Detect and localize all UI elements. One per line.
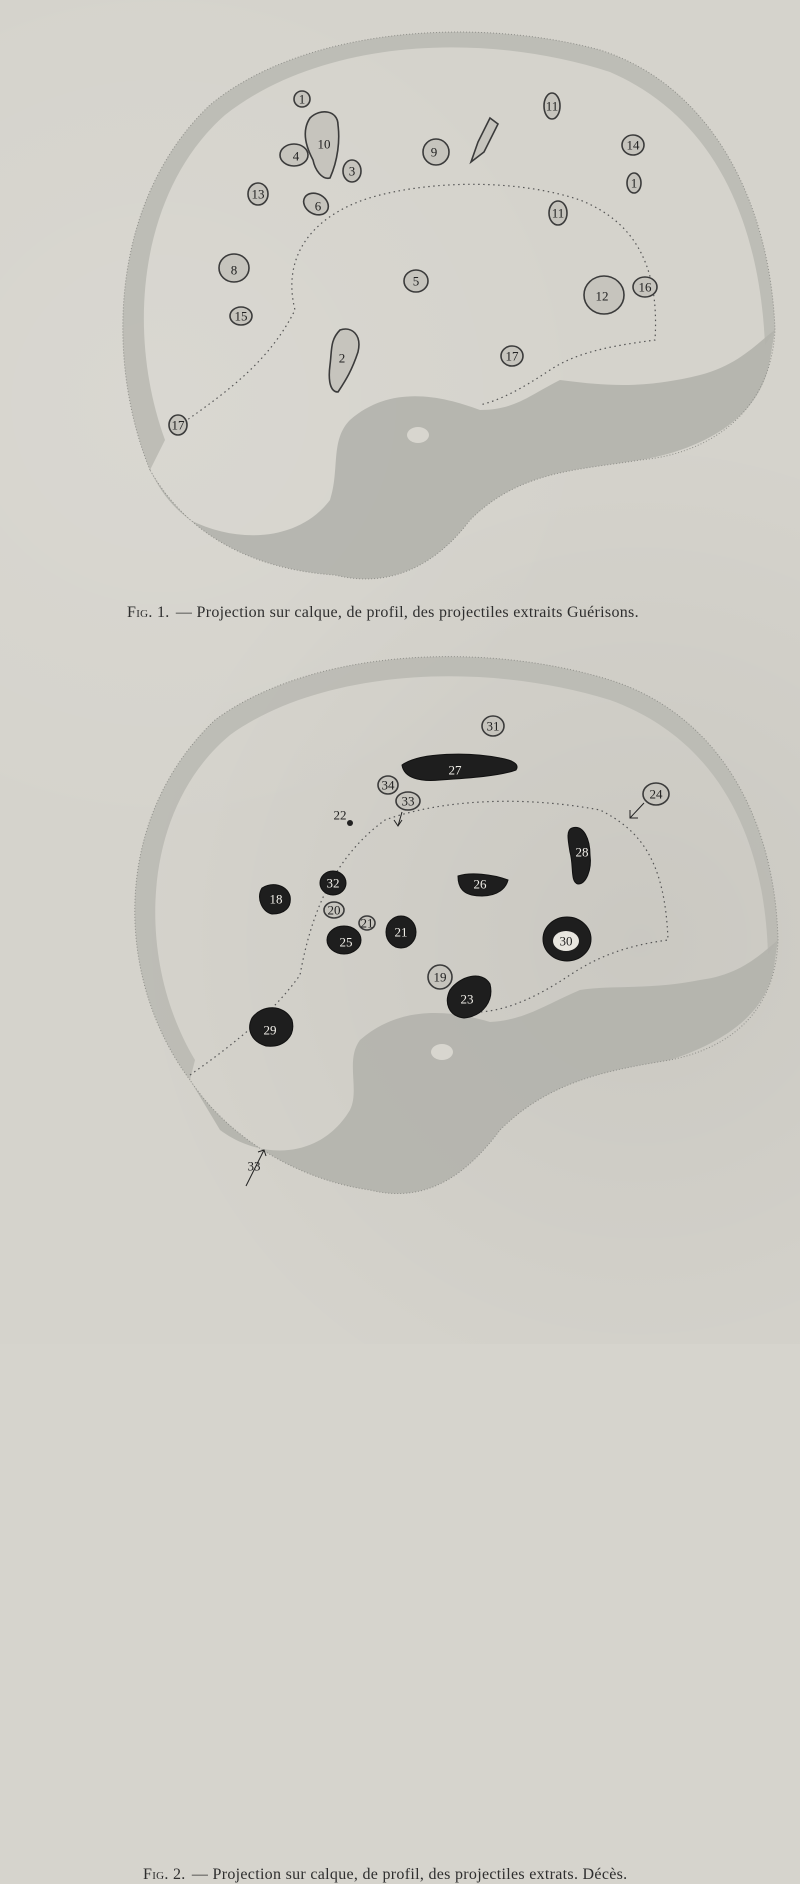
label-33: 33 (401, 793, 415, 809)
projectile-22 (347, 820, 353, 826)
label-11-top: 11 (545, 98, 559, 114)
label-22: 22 (333, 807, 347, 823)
label-25: 25 (339, 934, 353, 950)
orbit-hole-2 (431, 1044, 453, 1060)
label-26: 26 (473, 876, 487, 892)
label-14: 14 (626, 137, 640, 153)
arrow-33 (394, 812, 402, 826)
figure-1-caption-text: — Projection sur calque, de profil, des projectiles extraits Guérisons. (175, 604, 639, 621)
label-15: 15 (234, 308, 248, 324)
label-4: 4 (292, 148, 300, 164)
label-18: 18 (269, 891, 283, 907)
label-10: 10 (317, 136, 331, 152)
label-30: 30 (559, 933, 573, 949)
label-8: 8 (230, 262, 238, 278)
figure-2-drawing (0, 640, 800, 1220)
label-9: 9 (430, 144, 438, 160)
label-31: 31 (486, 718, 500, 734)
skull-base (150, 330, 775, 579)
label-11: 11 (551, 205, 565, 221)
figure-2 (0, 640, 800, 1883)
label-21-small: 21 (360, 915, 374, 931)
figure-1-drawing (0, 0, 800, 600)
figure-1-caption (127, 604, 639, 622)
label-24: 24 (649, 786, 663, 802)
figure-2-caption-prefix: Fig. 2. (143, 1866, 186, 1883)
label-19: 19 (433, 969, 447, 985)
figure-1 (0, 0, 800, 621)
label-34: 34 (381, 777, 395, 793)
label-17: 17 (505, 348, 519, 364)
figure-2-caption-text: — Projection sur calque, de profil, des projectiles extrats. Décès. (191, 1866, 628, 1883)
projectile-shard (471, 118, 498, 162)
orbit-hole (407, 427, 429, 443)
label-1b: 1 (630, 175, 638, 191)
label-5: 5 (412, 273, 420, 289)
label-1: 1 (298, 91, 306, 107)
figure-1-caption-prefix: Fig. 1. (127, 604, 170, 621)
label-29: 29 (263, 1022, 277, 1038)
label-23: 23 (460, 991, 474, 1007)
figure-2-caption (143, 1866, 627, 1884)
label-32: 32 (326, 875, 340, 891)
label-17b: 17 (171, 417, 185, 433)
arrow-24 (630, 803, 644, 818)
label-3: 3 (348, 163, 356, 179)
label-16: 16 (638, 279, 652, 295)
label-6: 6 (314, 198, 322, 214)
label-33b: 33 (247, 1158, 261, 1174)
label-2: 2 (338, 350, 346, 366)
label-27: 27 (448, 762, 462, 778)
label-21: 21 (394, 924, 408, 940)
label-28: 28 (575, 844, 589, 860)
label-13: 13 (251, 186, 265, 202)
label-20: 20 (327, 902, 341, 918)
label-12: 12 (595, 288, 609, 304)
